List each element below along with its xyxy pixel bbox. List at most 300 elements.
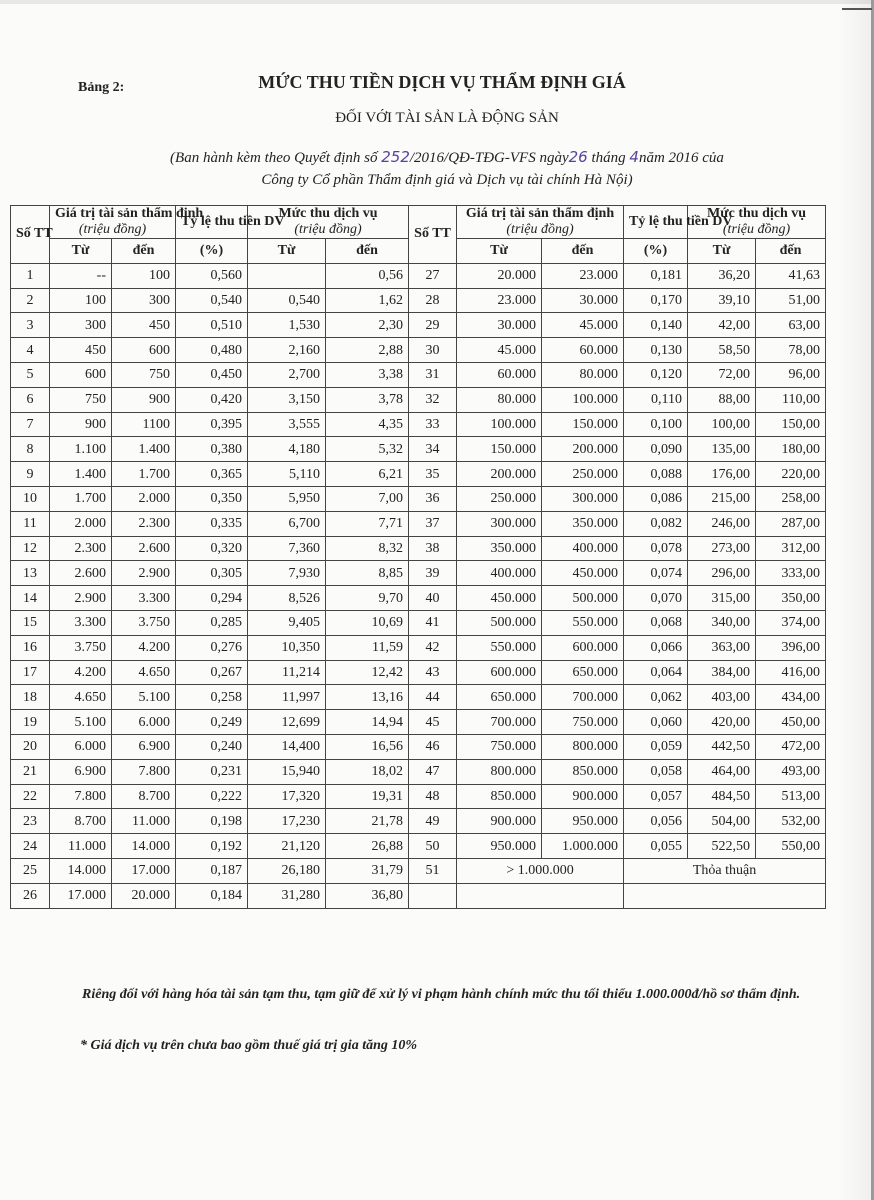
table-cell: 44 — [409, 685, 457, 710]
table-cell: 31,280 — [248, 883, 326, 908]
table-cell: 48 — [409, 784, 457, 809]
table-cell: 350.000 — [542, 511, 624, 536]
table-cell: 100,00 — [688, 412, 756, 437]
table-cell: 2,700 — [248, 362, 326, 387]
table-cell: 2.300 — [50, 536, 112, 561]
table-cell: 63,00 — [756, 313, 826, 338]
table-cell: 5,110 — [248, 462, 326, 487]
table-cell: 215,00 — [688, 486, 756, 511]
table-cell: 8 — [11, 437, 50, 462]
table-cell: 20.000 — [112, 883, 176, 908]
table-cell: 8,85 — [326, 561, 409, 586]
table-cell: 26,180 — [248, 858, 326, 883]
sub-den: đến — [542, 239, 624, 264]
sub-pct: (%) — [176, 239, 248, 264]
table-cell: 3 — [11, 313, 50, 338]
table-cell: 340,00 — [688, 610, 756, 635]
scan-top-edge — [0, 0, 874, 4]
table-cell: 36 — [409, 486, 457, 511]
table-cell: 11.000 — [50, 834, 112, 859]
table-cell: 600.000 — [457, 660, 542, 685]
table-cell: 2.900 — [112, 561, 176, 586]
table-cell: 6.000 — [50, 734, 112, 759]
table-cell: 500.000 — [542, 586, 624, 611]
fee-table-body — [11, 263, 826, 908]
table-cell: 350.000 — [457, 536, 542, 561]
col-fee-left: Mức thu dịch vụ (triệu đồng) — [248, 206, 409, 239]
table-cell: 12,42 — [326, 660, 409, 685]
table-cell: 11,214 — [248, 660, 326, 685]
table-cell: 45 — [409, 710, 457, 735]
table-cell: 150.000 — [457, 437, 542, 462]
table-cell: 7.800 — [112, 759, 176, 784]
decision-issuer: Công ty Cổ phần Thẩm định giá và Dịch vụ tài chính Hà Nội) — [261, 172, 633, 188]
table-cell: 0,285 — [176, 610, 248, 635]
table-cell: 42 — [409, 635, 457, 660]
table-cell: 12 — [11, 536, 50, 561]
table-cell: 900 — [112, 387, 176, 412]
table-cell: 8.700 — [112, 784, 176, 809]
table-cell: 2.600 — [50, 561, 112, 586]
table-cell: 14.000 — [112, 834, 176, 859]
table-row — [11, 809, 826, 834]
table-cell: 950.000 — [457, 834, 542, 859]
table-cell: 384,00 — [688, 660, 756, 685]
table-cell: 29 — [409, 313, 457, 338]
table-cell: 0,078 — [624, 536, 688, 561]
col-value-right: Giá trị tài sản thẩm định (triệu đồng) — [457, 206, 624, 239]
decision-suffix: năm 2016 của — [638, 150, 724, 166]
table-cell: 0,088 — [624, 462, 688, 487]
table-cell: 1 — [11, 263, 50, 288]
decision-reference — [0, 146, 874, 191]
table-cell: 0,140 — [624, 313, 688, 338]
table-cell: 450.000 — [457, 586, 542, 611]
table-cell: 8.700 — [50, 809, 112, 834]
table-cell: 0,192 — [176, 834, 248, 859]
table-cell: 0,540 — [176, 288, 248, 313]
table-cell: 22 — [11, 784, 50, 809]
table-cell: 27 — [409, 263, 457, 288]
table-cell: 6.900 — [112, 734, 176, 759]
table-cell: 31,79 — [326, 858, 409, 883]
table-cell: 23.000 — [542, 263, 624, 288]
table-cell: 850.000 — [542, 759, 624, 784]
document-title: MỨC THU TIỀN DỊCH VỤ THẨM ĐỊNH GIÁ — [258, 72, 626, 92]
table-cell: 78,00 — [756, 338, 826, 363]
table-cell: 315,00 — [688, 586, 756, 611]
sub-tu: Từ — [248, 239, 326, 264]
table-cell: 450 — [50, 338, 112, 363]
table-cell: > 1.000.000 — [457, 858, 624, 883]
table-cell: 950.000 — [542, 809, 624, 834]
decision-prefix: (Ban hành kèm theo Quyết định số — [170, 150, 382, 166]
table-cell: 300 — [112, 288, 176, 313]
table-cell: 100.000 — [457, 412, 542, 437]
table-cell: 17,230 — [248, 809, 326, 834]
table-cell-empty — [457, 883, 624, 908]
col-value-left: Giá trị tài sản thẩm định (triệu đồng) — [50, 206, 176, 239]
table-cell: 3.300 — [50, 610, 112, 635]
table-cell: 0,056 — [624, 809, 688, 834]
table-cell: 50 — [409, 834, 457, 859]
table-cell: 0,090 — [624, 437, 688, 462]
table-cell: 4 — [11, 338, 50, 363]
table-cell: 37 — [409, 511, 457, 536]
table-cell: 0,320 — [176, 536, 248, 561]
table-row — [11, 660, 826, 685]
table-cell: 2,160 — [248, 338, 326, 363]
table-cell: 0,510 — [176, 313, 248, 338]
table-cell: 300.000 — [457, 511, 542, 536]
table-cell: 51,00 — [756, 288, 826, 313]
table-cell: 100 — [112, 263, 176, 288]
table-row — [11, 263, 826, 288]
table-cell: 550.000 — [457, 635, 542, 660]
table-cell: 11 — [11, 511, 50, 536]
table-cell: 7.800 — [50, 784, 112, 809]
header-row-main — [11, 206, 826, 239]
table-cell: 7,360 — [248, 536, 326, 561]
table-cell: 0,222 — [176, 784, 248, 809]
table-cell: 4.650 — [50, 685, 112, 710]
table-cell: 23.000 — [457, 288, 542, 313]
table-cell: 96,00 — [756, 362, 826, 387]
table-cell: 0,062 — [624, 685, 688, 710]
sub-tu: Từ — [688, 239, 756, 264]
table-cell: 504,00 — [688, 809, 756, 834]
table-cell: 0,365 — [176, 462, 248, 487]
table-cell: 6,21 — [326, 462, 409, 487]
table-cell: 4.200 — [112, 635, 176, 660]
table-cell: 19 — [11, 710, 50, 735]
scan-mark — [842, 8, 872, 10]
table-cell: 0,120 — [624, 362, 688, 387]
table-row — [11, 734, 826, 759]
table-cell: 42,00 — [688, 313, 756, 338]
table-cell: 176,00 — [688, 462, 756, 487]
table-cell: 2.000 — [112, 486, 176, 511]
table-cell: 200.000 — [457, 462, 542, 487]
table-cell: 7,930 — [248, 561, 326, 586]
table-cell: 0,480 — [176, 338, 248, 363]
table-cell: 0,110 — [624, 387, 688, 412]
table-cell-empty — [409, 883, 457, 908]
table-cell: 0,560 — [176, 263, 248, 288]
table-cell: 9,405 — [248, 610, 326, 635]
table-cell: 0,258 — [176, 685, 248, 710]
table-cell: 900 — [50, 412, 112, 437]
table-row — [11, 338, 826, 363]
table-cell: 0,181 — [624, 263, 688, 288]
table-cell: 60.000 — [457, 362, 542, 387]
table-cell: 17.000 — [50, 883, 112, 908]
table-cell: 41 — [409, 610, 457, 635]
table-cell: 3,150 — [248, 387, 326, 412]
table-cell: 900.000 — [542, 784, 624, 809]
table-row — [11, 685, 826, 710]
table-row — [11, 437, 826, 462]
table-cell: 0,068 — [624, 610, 688, 635]
handwritten-month: 4 — [629, 148, 639, 166]
table-cell: 6.900 — [50, 759, 112, 784]
table-cell: 0,294 — [176, 586, 248, 611]
table-cell: 11,997 — [248, 685, 326, 710]
table-cell: 800.000 — [542, 734, 624, 759]
table-row — [11, 834, 826, 859]
table-row — [11, 536, 826, 561]
table-cell: 0,276 — [176, 635, 248, 660]
table-cell: 21 — [11, 759, 50, 784]
sub-tu: Từ — [457, 239, 542, 264]
table-cell: 110,00 — [756, 387, 826, 412]
table-cell: 0,170 — [624, 288, 688, 313]
table-cell: 493,00 — [756, 759, 826, 784]
table-cell: 32 — [409, 387, 457, 412]
table-cell: 39 — [409, 561, 457, 586]
table-cell: 180,00 — [756, 437, 826, 462]
table-cell: 464,00 — [688, 759, 756, 784]
table-cell: 8,526 — [248, 586, 326, 611]
table-cell: 4.650 — [112, 660, 176, 685]
table-cell: 0,060 — [624, 710, 688, 735]
table-cell: 6 — [11, 387, 50, 412]
table-cell: 21,120 — [248, 834, 326, 859]
table-cell: 296,00 — [688, 561, 756, 586]
note-vat: * Giá dịch vụ trên chưa bao gồm thuế giá trị gia tăng 10% — [80, 1038, 418, 1053]
table-row — [11, 586, 826, 611]
table-cell: 40 — [409, 586, 457, 611]
table-cell: 650.000 — [542, 660, 624, 685]
table-cell: 532,00 — [756, 809, 826, 834]
table-cell: 0,231 — [176, 759, 248, 784]
table-cell: 0,240 — [176, 734, 248, 759]
decision-mid2: tháng — [587, 150, 630, 166]
table-cell: 2.300 — [112, 511, 176, 536]
table-cell: 0,064 — [624, 660, 688, 685]
table-cell: 500.000 — [457, 610, 542, 635]
table-cell: 19,31 — [326, 784, 409, 809]
table-cell: 700.000 — [542, 685, 624, 710]
table-cell: 39,10 — [688, 288, 756, 313]
note-minimum-fee: Riêng đối với hàng hóa tài sản tạm thu, tạm giữ để xử lý vi phạm hành chính mức thu tối thiểu 1.000.000đ/hồ sơ thẩm định. — [82, 987, 801, 1002]
table-cell: 8,32 — [326, 536, 409, 561]
table-cell: 0,100 — [624, 412, 688, 437]
handwritten-decision-number: 252 — [381, 148, 410, 166]
table-cell: 700.000 — [457, 710, 542, 735]
sub-den: đến — [326, 239, 409, 264]
table-cell: 36,20 — [688, 263, 756, 288]
table-cell: 434,00 — [756, 685, 826, 710]
table-cell: 1.700 — [112, 462, 176, 487]
table-cell: 3.750 — [112, 610, 176, 635]
table-cell: 200.000 — [542, 437, 624, 462]
table-cell: 800.000 — [457, 759, 542, 784]
table-cell: 600 — [50, 362, 112, 387]
table-cell: 5.100 — [50, 710, 112, 735]
table-cell: 10,69 — [326, 610, 409, 635]
table-cell: 9,70 — [326, 586, 409, 611]
table-cell: 416,00 — [756, 660, 826, 685]
table-row — [11, 412, 826, 437]
table-cell: 7,00 — [326, 486, 409, 511]
table-cell: 403,00 — [688, 685, 756, 710]
table-cell: 17,320 — [248, 784, 326, 809]
table-cell: 45.000 — [542, 313, 624, 338]
table-cell: 25 — [11, 858, 50, 883]
table-cell: 17.000 — [112, 858, 176, 883]
table-cell: 10 — [11, 486, 50, 511]
table-cell: 0,380 — [176, 437, 248, 462]
table-cell: 420,00 — [688, 710, 756, 735]
table-cell: 0,450 — [176, 362, 248, 387]
table-cell: 0,305 — [176, 561, 248, 586]
table-cell: 550.000 — [542, 610, 624, 635]
table-cell: 72,00 — [688, 362, 756, 387]
table-cell: 20.000 — [457, 263, 542, 288]
table-cell: 30 — [409, 338, 457, 363]
table-cell: 16,56 — [326, 734, 409, 759]
sub-den: đến — [112, 239, 176, 264]
table-cell: 0,184 — [176, 883, 248, 908]
table-cell: 400.000 — [542, 536, 624, 561]
table-cell: 550,00 — [756, 834, 826, 859]
table-cell: 16 — [11, 635, 50, 660]
table-cell: 46 — [409, 734, 457, 759]
col-rate-right: Tỷ lệ thu tiền DV — [624, 206, 688, 239]
table-row — [11, 710, 826, 735]
table-cell: 60.000 — [542, 338, 624, 363]
table-cell: 0,082 — [624, 511, 688, 536]
table-cell: 2 — [11, 288, 50, 313]
table-cell: 38 — [409, 536, 457, 561]
table-cell: 18 — [11, 685, 50, 710]
table-cell: 600 — [112, 338, 176, 363]
table-cell: 522,50 — [688, 834, 756, 859]
table-cell: 600.000 — [542, 635, 624, 660]
table-row — [11, 486, 826, 511]
table-cell: 23 — [11, 809, 50, 834]
table-cell: 4,35 — [326, 412, 409, 437]
table-cell: 47 — [409, 759, 457, 784]
table-cell: 36,80 — [326, 883, 409, 908]
table-cell: 396,00 — [756, 635, 826, 660]
table-cell: 10,350 — [248, 635, 326, 660]
table-cell: 0,540 — [248, 288, 326, 313]
table-cell: 0,070 — [624, 586, 688, 611]
table-cell: 1.700 — [50, 486, 112, 511]
table-cell: 49 — [409, 809, 457, 834]
table-row — [11, 313, 826, 338]
table-cell: 0,420 — [176, 387, 248, 412]
table-cell: 0,055 — [624, 834, 688, 859]
table-cell: 5 — [11, 362, 50, 387]
table-cell: 2,88 — [326, 338, 409, 363]
table-cell: 5.100 — [112, 685, 176, 710]
table-cell: 450 — [112, 313, 176, 338]
table-row — [11, 288, 826, 313]
table-row — [11, 610, 826, 635]
table-cell: 20 — [11, 734, 50, 759]
table-cell: 5,950 — [248, 486, 326, 511]
table-row — [11, 858, 826, 883]
table-cell: 363,00 — [688, 635, 756, 660]
table-cell: 0,086 — [624, 486, 688, 511]
table-cell: 0,335 — [176, 511, 248, 536]
table-cell: 26,88 — [326, 834, 409, 859]
table-cell: 14,400 — [248, 734, 326, 759]
table-cell: 24 — [11, 834, 50, 859]
table-cell: 58,50 — [688, 338, 756, 363]
table-cell: 100 — [50, 288, 112, 313]
table-cell: 3.300 — [112, 586, 176, 611]
table-row — [11, 635, 826, 660]
table-cell: 650.000 — [457, 685, 542, 710]
table-cell: 13 — [11, 561, 50, 586]
table-cell: 300 — [50, 313, 112, 338]
table-cell: 150,00 — [756, 412, 826, 437]
table-cell: 0,057 — [624, 784, 688, 809]
table-cell: 33 — [409, 412, 457, 437]
table-cell: 0,267 — [176, 660, 248, 685]
sub-den: đến — [756, 239, 826, 264]
table-cell: 30.000 — [457, 313, 542, 338]
col-stt-right: Số TT — [409, 206, 457, 264]
table-row — [11, 511, 826, 536]
sub-pct: (%) — [624, 239, 688, 264]
table-cell: 5,32 — [326, 437, 409, 462]
table-cell: 258,00 — [756, 486, 826, 511]
table-cell: 900.000 — [457, 809, 542, 834]
table-cell: 80.000 — [457, 387, 542, 412]
table-cell: 472,00 — [756, 734, 826, 759]
table-cell: 0,074 — [624, 561, 688, 586]
table-cell: 3,38 — [326, 362, 409, 387]
table-cell: 14.000 — [50, 858, 112, 883]
table-cell: 135,00 — [688, 437, 756, 462]
decision-mid1: /2016/QĐ-TĐG-VFS ngày — [409, 150, 569, 166]
table-cell: 750 — [112, 362, 176, 387]
table-cell: 45.000 — [457, 338, 542, 363]
table-cell: 21,78 — [326, 809, 409, 834]
table-cell: 51 — [409, 858, 457, 883]
table-cell: 9 — [11, 462, 50, 487]
table-cell: 150.000 — [542, 412, 624, 437]
table-cell: 312,00 — [756, 536, 826, 561]
table-cell: 0,395 — [176, 412, 248, 437]
col-rate-left: Tỷ lệ thu tiền DV — [176, 206, 248, 239]
table-cell: 30.000 — [542, 288, 624, 313]
table-cell: 450.000 — [542, 561, 624, 586]
table-cell: -- — [50, 263, 112, 288]
table-cell: 3,555 — [248, 412, 326, 437]
table-cell: 350,00 — [756, 586, 826, 611]
table-cell: 1100 — [112, 412, 176, 437]
table-cell: 484,50 — [688, 784, 756, 809]
table-cell: 1.400 — [50, 462, 112, 487]
table-cell: 15,940 — [248, 759, 326, 784]
table-row — [11, 784, 826, 809]
table-cell-empty — [624, 883, 826, 908]
table-cell: 0,187 — [176, 858, 248, 883]
table-cell: 4.200 — [50, 660, 112, 685]
sub-tu: Từ — [50, 239, 112, 264]
table-cell: 1.000.000 — [542, 834, 624, 859]
table-cell: 0,059 — [624, 734, 688, 759]
table-cell: 1.100 — [50, 437, 112, 462]
table-cell: 0,198 — [176, 809, 248, 834]
table-row — [11, 883, 826, 908]
